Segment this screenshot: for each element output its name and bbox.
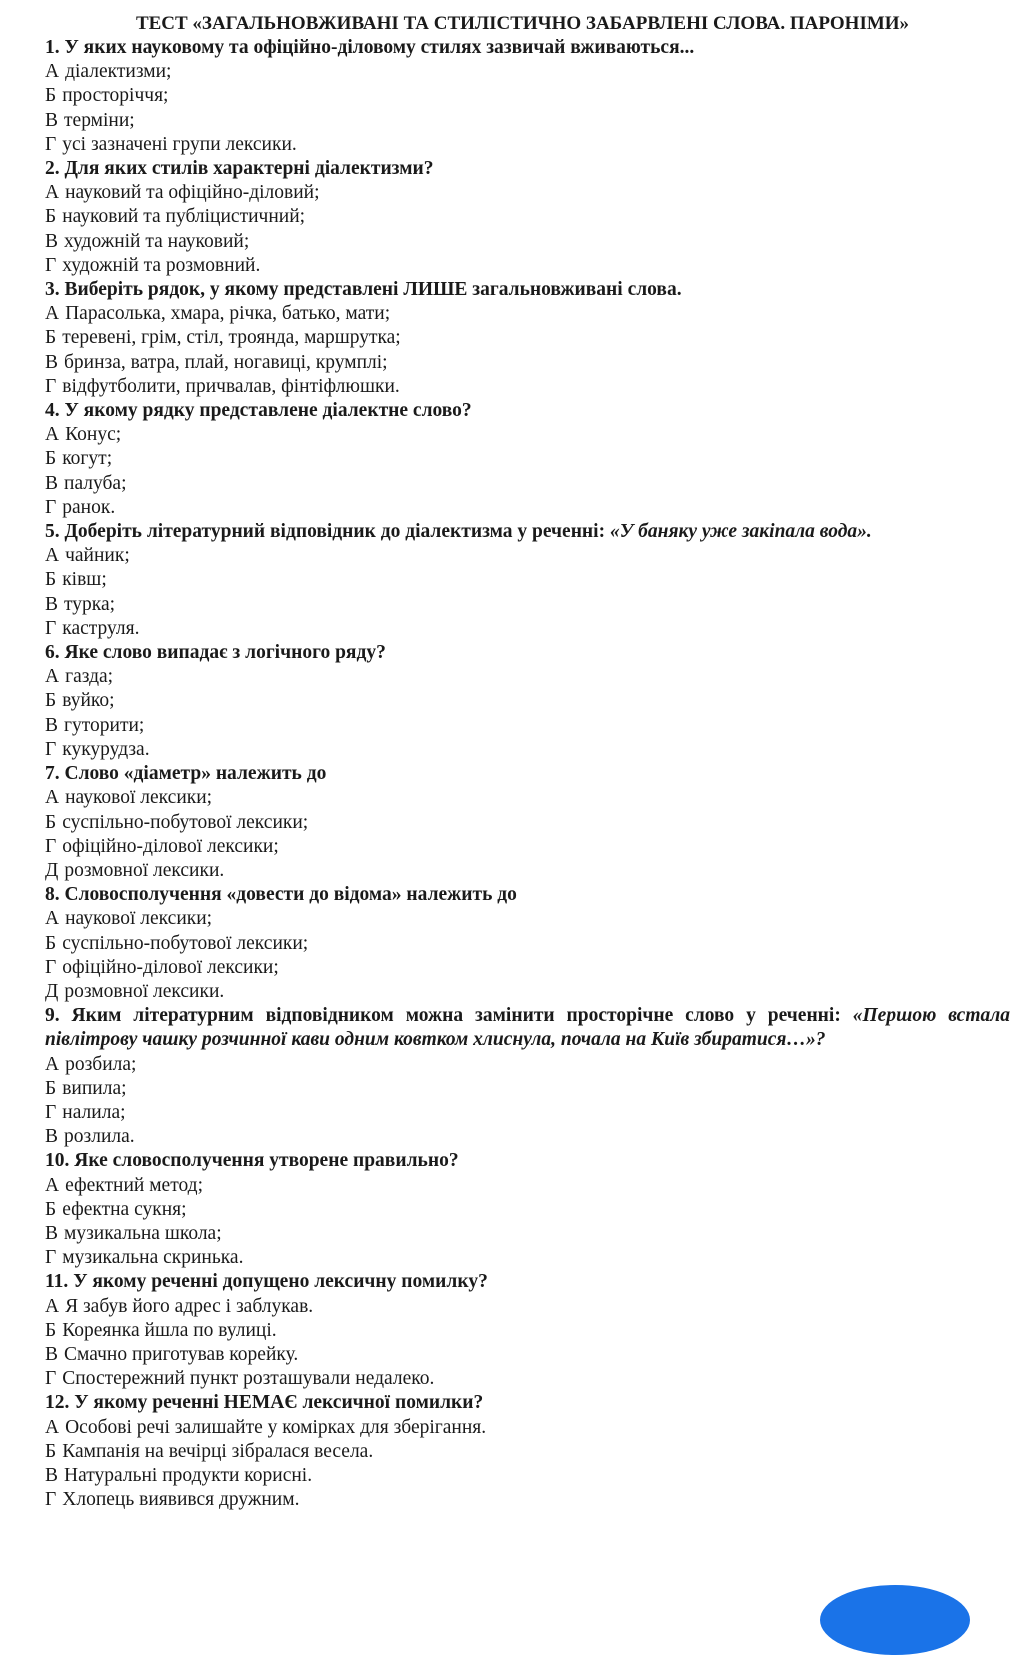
question-number: 12. [45, 1392, 70, 1414]
answer-option [45, 60, 1010, 84]
answer-option [45, 496, 1010, 520]
question-number: 6. [45, 642, 60, 664]
option-text: газда; [65, 666, 114, 688]
question-2 [45, 157, 1010, 181]
option-text: науковий та публіцистичний; [62, 206, 306, 228]
option-text: розмовної лексики. [64, 859, 225, 881]
question-text: Доберіть літературний відповідник до діалектизма у реченні: [64, 521, 610, 543]
option-letter: Б [45, 569, 57, 591]
option-letter: А [45, 182, 60, 204]
question-4 [45, 399, 1010, 423]
answer-option [45, 1464, 1010, 1488]
option-letter: В [45, 1464, 59, 1486]
option-text: Натуральні продукти корисні. [64, 1464, 313, 1486]
option-text: гуторити; [64, 714, 145, 736]
answer-option [45, 956, 1010, 980]
question-number: 5. [45, 521, 60, 543]
option-letter: В [45, 472, 59, 494]
question-text: У якому рядку представлене діалектне слово? [64, 400, 472, 422]
answer-option [45, 617, 1010, 641]
option-letter: Б [45, 690, 57, 712]
option-letter: Б [45, 1198, 57, 1220]
option-letter: Г [45, 254, 57, 276]
answer-option [45, 980, 1010, 1004]
answer-option [45, 665, 1010, 689]
option-text: музикальна школа; [64, 1222, 222, 1244]
option-text: офіційно-ділової лексики; [62, 835, 279, 857]
question-10 [45, 1149, 1010, 1173]
option-letter: А [45, 787, 60, 809]
question-number: 10. [45, 1150, 70, 1172]
option-text: ефектний метод; [65, 1174, 203, 1196]
option-letter: В [45, 714, 59, 736]
option-text: турка; [64, 593, 116, 615]
question-number: 8. [45, 884, 60, 906]
option-text: теревені, грім, стіл, троянда, маршрутка; [62, 327, 401, 349]
question-1 [45, 36, 1010, 60]
option-letter: В [45, 1343, 59, 1365]
option-text: випила; [62, 1077, 127, 1099]
answer-option [45, 593, 1010, 617]
question-quote: «У баняку уже закіпала вода». [609, 521, 872, 543]
option-letter: Б [45, 327, 57, 349]
option-text: Я забув його адрес і заблукав. [65, 1295, 314, 1317]
answer-option [45, 1077, 1010, 1101]
answer-option [45, 1416, 1010, 1440]
option-text: суспільно-побутової лексики; [62, 811, 309, 833]
answer-option [45, 1222, 1010, 1246]
option-letter: В [45, 351, 59, 373]
question-8 [45, 883, 1010, 907]
answer-option [45, 932, 1010, 956]
answer-option [45, 1295, 1010, 1319]
answer-option [45, 447, 1010, 471]
option-letter: Б [45, 932, 57, 954]
question-text: Яке слово випадає з логічного ряду? [64, 642, 386, 664]
answer-option [45, 1198, 1010, 1222]
option-letter: В [45, 109, 59, 131]
question-text: Яке словосполучення утворене правильно? [74, 1150, 459, 1172]
option-letter: В [45, 593, 59, 615]
answer-option [45, 689, 1010, 713]
option-text: усі зазначені групи лексики. [62, 133, 297, 155]
page-title: ТЕСТ «ЗАГАЛЬНОВЖИВАНІ ТА СТИЛІСТИЧНО ЗАБАРВЛЕНІ СЛОВА. ПАРОНІМИ» [135, 13, 910, 34]
option-letter: Д [45, 980, 59, 1002]
option-letter: А [45, 303, 60, 325]
answer-option [45, 302, 1010, 326]
answer-option [45, 1246, 1010, 1270]
question-number: 4. [45, 400, 60, 422]
question-text: Виберіть рядок, у якому представлені ЛИШЕ загальновживані слова. [64, 279, 682, 301]
answer-option [45, 109, 1010, 133]
question-text: У якому реченні НЕМАЄ лексичної помилки? [74, 1392, 484, 1414]
option-text: каструля. [62, 617, 140, 639]
option-text: Кореянка йшла по вулиці. [62, 1319, 277, 1341]
answer-option [45, 423, 1010, 447]
answer-option [45, 181, 1010, 205]
option-text: просторіччя; [62, 85, 169, 107]
option-text: ранок. [62, 496, 116, 518]
test-sheet [45, 12, 1010, 1512]
option-letter: В [45, 1126, 59, 1148]
answer-option [45, 1101, 1010, 1125]
option-letter: Г [45, 1368, 57, 1390]
question-9 [45, 1004, 1010, 1052]
answer-option [45, 472, 1010, 496]
option-letter: В [45, 1222, 59, 1244]
option-text: Парасолька, хмара, річка, батько, мати; [65, 303, 391, 325]
option-letter: А [45, 1416, 60, 1438]
answer-option [45, 811, 1010, 835]
answer-option [45, 1488, 1010, 1512]
question-6 [45, 641, 1010, 665]
option-text: Конус; [65, 424, 122, 446]
option-text: розмовної лексики. [64, 980, 225, 1002]
option-letter: Г [45, 738, 57, 760]
option-letter: Г [45, 496, 57, 518]
question-text: У яких науковому та офіційно-діловому стилях зазвичай вживаються... [64, 37, 695, 58]
answer-option [45, 568, 1010, 592]
option-letter: Г [45, 1247, 57, 1269]
option-text: палуба; [64, 472, 127, 494]
option-letter: Г [45, 956, 57, 978]
question-number: 3. [45, 279, 60, 301]
question-3 [45, 278, 1010, 302]
option-text: налила; [62, 1101, 126, 1123]
option-letter: Г [45, 133, 57, 155]
option-text: Хлопець виявився дружним. [62, 1489, 300, 1511]
option-text: чайник; [65, 545, 130, 567]
answer-option [45, 133, 1010, 157]
question-5 [45, 520, 1010, 544]
option-letter: Б [45, 206, 57, 228]
question-11 [45, 1270, 1010, 1294]
answer-option [45, 375, 1010, 399]
option-text: бринза, ватра, плай, ногавиці, крумплі; [64, 351, 388, 373]
option-letter: Б [45, 811, 57, 833]
option-letter: Б [45, 1440, 57, 1462]
question-number: 1. [45, 37, 60, 58]
answer-option [45, 84, 1010, 108]
answer-option [45, 859, 1010, 883]
question-quote: «Першою встала півлітрову чашку розчинної кави одним ковтком хлиснула, почала на Київ збиратися…»? [45, 1005, 1011, 1051]
option-text: Кампанія на вечірці зібралася весела. [62, 1440, 374, 1462]
option-letter: Г [45, 617, 57, 639]
question-number: 7. [45, 763, 60, 785]
option-letter: Б [45, 1077, 57, 1099]
option-text: Особові речі залишайте у комірках для зберігання. [65, 1416, 487, 1438]
floating-action-button[interactable] [820, 1585, 970, 1655]
option-text: розлила. [64, 1126, 135, 1148]
answer-option [45, 326, 1010, 350]
answer-option [45, 738, 1010, 762]
option-letter: Г [45, 1101, 57, 1123]
option-letter: Б [45, 1319, 57, 1341]
option-letter: А [45, 1053, 60, 1075]
question-text: У якому реченні допущено лексичну помилку? [73, 1271, 488, 1293]
option-text: кукурудза. [62, 738, 150, 760]
answer-option [45, 230, 1010, 254]
option-text: ефектна сукня; [62, 1198, 187, 1220]
answer-option [45, 1319, 1010, 1343]
question-list [45, 36, 1010, 1512]
option-letter: В [45, 230, 59, 252]
option-text: вуйко; [62, 690, 115, 712]
question-number: 9. [45, 1005, 60, 1027]
option-text: художній та науковий; [64, 230, 250, 252]
option-text: когут; [62, 448, 113, 470]
answer-option [45, 1343, 1010, 1367]
option-text: музикальна скринька. [62, 1247, 244, 1269]
option-text: Спостережний пункт розташували недалеко. [62, 1368, 435, 1390]
question-text: Для яких стилів характерні діалектизми? [64, 158, 434, 180]
answer-option [45, 254, 1010, 278]
option-letter: А [45, 545, 60, 567]
option-text: суспільно-побутової лексики; [62, 932, 309, 954]
answer-option [45, 1367, 1010, 1391]
question-text: Слово «діаметр» належить до [64, 763, 327, 785]
question-text: Словосполучення «довести до відома» належить до [64, 884, 517, 906]
answer-option [45, 907, 1010, 931]
question-7 [45, 762, 1010, 786]
option-letter: А [45, 1174, 60, 1196]
answer-option [45, 1174, 1010, 1198]
question-text: Яким літературним відповідником можна замінити просторічне слово у реченні: [71, 1005, 853, 1027]
option-text: науковий та офіційно-діловий; [65, 182, 320, 204]
option-text: художній та розмовний. [62, 254, 261, 276]
answer-option [45, 1440, 1010, 1464]
option-text: наукової лексики; [65, 787, 213, 809]
question-number: 11. [45, 1271, 69, 1293]
option-letter: А [45, 61, 60, 83]
option-letter: Г [45, 835, 57, 857]
answer-option [45, 205, 1010, 229]
option-letter: Д [45, 859, 59, 881]
answer-option [45, 1125, 1010, 1149]
answer-option [45, 351, 1010, 375]
question-12 [45, 1391, 1010, 1415]
answer-option [45, 786, 1010, 810]
option-letter: Б [45, 448, 57, 470]
option-text: офіційно-ділової лексики; [62, 956, 279, 978]
option-letter: А [45, 424, 60, 446]
option-text: розбила; [65, 1053, 137, 1075]
option-text: відфутболити, причвалав, фінтіфлюшки. [62, 375, 400, 397]
answer-option [45, 835, 1010, 859]
option-text: наукової лексики; [65, 908, 213, 930]
option-letter: А [45, 908, 60, 930]
option-letter: Б [45, 85, 57, 107]
option-text: діалектизми; [65, 61, 172, 83]
option-letter: Г [45, 1489, 57, 1511]
option-text: терміни; [64, 109, 135, 131]
option-letter: Г [45, 375, 57, 397]
answer-option [45, 1053, 1010, 1077]
option-letter: А [45, 666, 60, 688]
option-text: ківш; [62, 569, 107, 591]
answer-option [45, 714, 1010, 738]
answer-option [45, 544, 1010, 568]
question-number: 2. [45, 158, 60, 180]
option-letter: А [45, 1295, 60, 1317]
option-text: Смачно приготував корейку. [64, 1343, 299, 1365]
